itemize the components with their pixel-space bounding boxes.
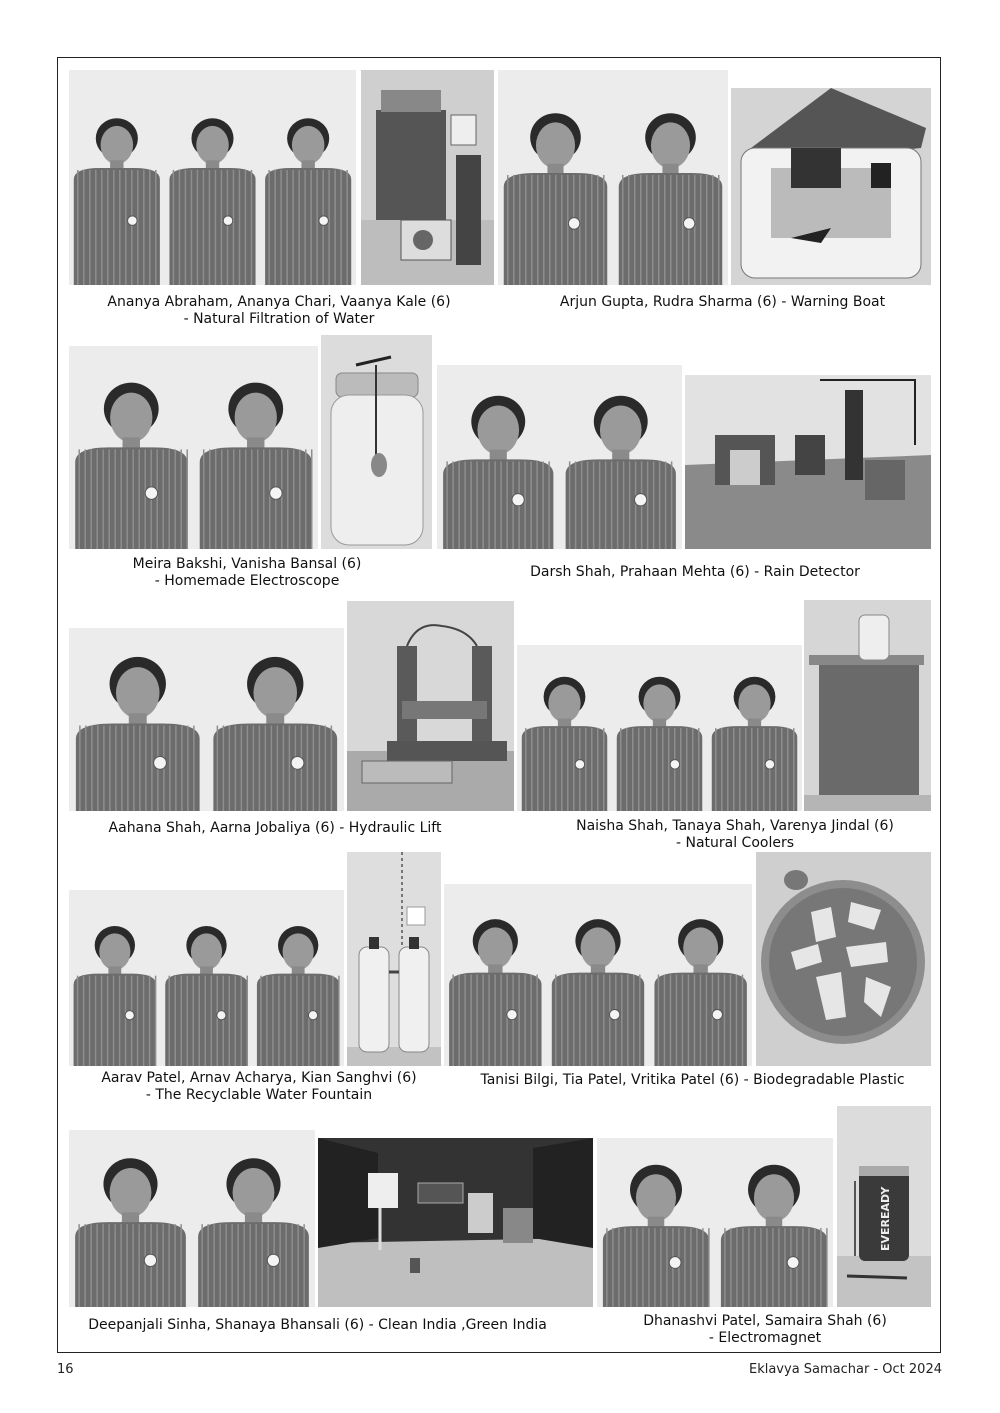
caption-line: Aahana Shah, Aarna Jobaliya (6) - Hydraulic Lift — [108, 820, 442, 836]
photo-project-rain-detector — [685, 375, 931, 549]
caption-rain-detector — [470, 564, 920, 581]
caption-line: Naisha Shah, Tanaya Shah, Varenya Jindal (6) — [576, 818, 894, 834]
photo-project-electroscope — [321, 335, 432, 549]
photo-students-biodegradable-plastic — [444, 884, 752, 1066]
photo-students-hydraulic-lift — [69, 628, 344, 811]
photo-project-hydraulic-lift — [347, 601, 514, 811]
caption-hydraulic-lift — [75, 820, 475, 837]
caption-clean-india — [80, 1317, 555, 1334]
photo-project-natural-coolers — [804, 600, 931, 811]
photo-project-water-fountain — [347, 852, 441, 1066]
photo-project-biodegradable-plastic — [756, 852, 931, 1066]
photo-project-warning-boat — [731, 88, 931, 285]
photo-students-rain-detector — [437, 365, 682, 549]
photo-project-electromagnet — [837, 1106, 931, 1307]
photo-students-electroscope — [69, 346, 318, 549]
caption-warning-boat — [520, 294, 925, 311]
photo-students-natural-coolers — [517, 645, 802, 811]
caption-recyclable-water-fountain — [69, 1070, 449, 1104]
caption-line: Meira Bakshi, Vanisha Bansal (6) — [132, 556, 362, 572]
caption-line: Arjun Gupta, Rudra Sharma (6) - Warning Boat — [559, 294, 886, 310]
caption-natural-filtration — [69, 294, 489, 328]
photo-students-filtration — [69, 70, 356, 285]
photo-project-clean-india — [318, 1138, 593, 1307]
caption-natural-coolers — [535, 818, 935, 852]
caption-biodegradable-plastic — [465, 1072, 920, 1089]
caption-homemade-electroscope — [69, 556, 425, 590]
caption-line: - Natural Coolers — [675, 835, 795, 851]
caption-line: Deepanjali Sinha, Shanaya Bhansali (6) - Clean India ,Green India — [88, 1317, 547, 1333]
photo-students-clean-india — [69, 1130, 315, 1307]
caption-line: - Homemade Electroscope — [154, 573, 340, 589]
battery-brand-label: EVEREADY — [879, 1186, 892, 1251]
caption-line: Tanisi Bilgi, Tia Patel, Vritika Patel (6) - Biodegradable Plastic — [480, 1072, 905, 1088]
caption-line: - Natural Filtration of Water — [183, 311, 375, 327]
caption-line: Darsh Shah, Prahaan Mehta (6) - Rain Detector — [530, 564, 860, 580]
caption-line: - Electromagnet — [708, 1330, 822, 1346]
publication-footer: Eklavya Samachar - Oct 2024 — [748, 1362, 942, 1377]
caption-line: - The Recyclable Water Fountain — [145, 1087, 373, 1103]
photo-students-water-fountain — [69, 890, 344, 1066]
page-number: 16 — [57, 1362, 74, 1377]
photo-students-electromagnet — [597, 1138, 833, 1307]
caption-line: Dhanashvi Patel, Samaira Shah (6) — [643, 1313, 887, 1329]
caption-line: Aarav Patel, Arnav Acharya, Kian Sanghvi (6) — [101, 1070, 417, 1086]
photo-project-filtration — [361, 70, 494, 285]
caption-electromagnet — [620, 1313, 910, 1347]
caption-line: Ananya Abraham, Ananya Chari, Vaanya Kale (6) — [107, 294, 451, 310]
photo-students-warning-boat — [498, 70, 728, 285]
